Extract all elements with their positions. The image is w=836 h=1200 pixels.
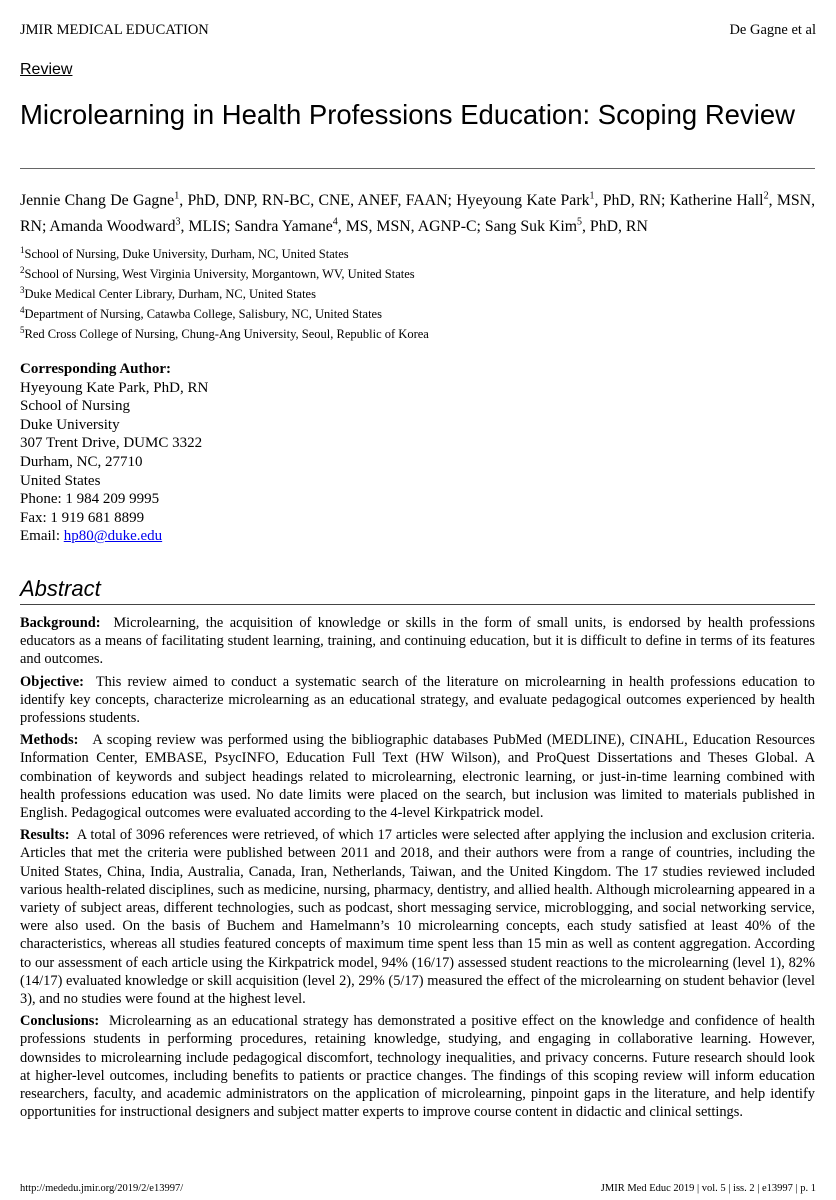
author-name: Sang Suk Kim — [484, 218, 578, 235]
article-type: Review — [20, 61, 73, 78]
affiliation-number: 3 — [20, 284, 25, 295]
affiliation — [20, 264, 429, 284]
article-url: http://mededu.jmir.org/2019/2/e13997/ — [20, 1183, 184, 1194]
section-label: Background: — [20, 615, 101, 631]
author-list — [20, 188, 815, 240]
running-authors: De Gagne et al — [729, 22, 816, 38]
page-title: Microlearning in Health Professions Education: Scoping Review — [20, 99, 795, 130]
abstract-objective — [20, 673, 815, 728]
section-text: Microlearning, the acquisition of knowledge or skills in the form of small units, is endorsed by health professions educators as a means of facilitating student learning, training, and continuing education, but it is difficult to define in terms of its features and outcomes. — [20, 615, 815, 668]
affiliation-number: 2 — [20, 264, 25, 275]
author-credentials: , MSN, RN; — [20, 192, 816, 235]
affiliation-text: Duke Medical Center Library, Durham, NC, United States — [24, 287, 316, 301]
section-text: Microlearning as an educational strategy has demonstrated a positive effect on the knowledge and confidence of health professions students in performing procedures, retaining knowledge, studying, and engaging in collaborative learning. However, downsides to microlearning include pedagogical discomfort, technology inequalities, and privacy concerns. Future research should look at higher-level outcomes, including benefits to patients or practice changes. The findings of this scoping review will inform education researchers, faculty, and academic administrators on the application of microlearning, pinpoint gaps in the literature, and help identify opportunities for instructional designers and subject matter experts to improve course content in didactic and clinical settings. — [20, 1013, 816, 1121]
author-affiliation-number: 2 — [763, 190, 769, 202]
phone-line: Phone: 1 984 209 9995 — [20, 491, 160, 508]
author-name: Amanda Woodward — [49, 218, 176, 235]
section-label: Results: — [20, 827, 70, 844]
address-line: School of Nursing — [20, 398, 130, 415]
affiliation — [20, 244, 429, 264]
author-affiliation-number: 1 — [174, 190, 180, 202]
email-label: Email: — [20, 528, 64, 545]
author-affiliation-number: 1 — [589, 190, 595, 202]
author-name: Jennie Chang De Gagne — [20, 192, 175, 209]
section-label: Objective: — [20, 673, 84, 690]
author-credentials: , PhD, DNP, RN-BC, CNE, ANEF, FAAN; — [179, 192, 457, 209]
email-line — [20, 527, 208, 546]
abstract-heading: Abstract — [20, 576, 101, 601]
affiliation-list — [20, 244, 429, 344]
address-line: United States — [20, 472, 101, 489]
author-affiliation-number: 5 — [577, 216, 583, 228]
author-credentials: , MLIS; — [180, 218, 235, 235]
section-text: A total of 3096 references were retrieved, of which 17 articles were selected after applying the inclusion and exclusion criteria. Articles that met the criteria were published between 2011 and 2018, and their authors were from a range of countries, including the United States, China, India, Australia, Canada, Iran, Netherlands, Taiwan, and the United Kingdom. The 17 studies reviewed included various health-related disciplines, such as medicine, nursing, pharmacy, dentistry, and allied health. Although microlearning appeared in a variety of subject areas, different technologies, such as podcast, short messaging service, microblogging, and social networking service, were also used. On the basis of Buchem and Hamelmann’s 10 microlearning concepts, each study satisfied at least 40% of the characteristics, whereas all studies featured concepts of maximum time spent less than 15 min as well as content aggregation. According to our assessment of each article using the Kirkpatrick model, 94% (16/17) assessed student reactions to the microlearning (level 1), 82% (14/17) evaluated knowledge or skill acquisition (level 2), 29% (5/17) measured the effect of the microlearning on student behavior (level 3), and no studies were found at the highest level. — [20, 827, 815, 1008]
affiliation — [20, 304, 429, 324]
affiliation-text: School of Nursing, Duke University, Durham, NC, United States — [24, 247, 349, 261]
author-name: Hyeyoung Kate Park — [456, 192, 590, 209]
author-credentials: , PhD, RN; — [594, 192, 670, 209]
section-label: Methods: — [20, 732, 79, 749]
citation: JMIR Med Educ 2019 | vol. 5 | iss. 2 | e13997 | p. 1 — [600, 1183, 816, 1194]
affiliation-text: Department of Nursing, Catawba College, Salisbury, NC, United States — [24, 307, 382, 321]
corresponding-author-heading: Corresponding Author: — [20, 361, 171, 377]
address-line: Duke University — [20, 416, 120, 433]
corresponding-author-block — [20, 360, 208, 546]
abstract-conclusions — [20, 1012, 815, 1121]
section-text: A scoping review was performed using the bibliographic databases PubMed (MEDLINE), CINAHL, Education Resources Information Center, EMBASE, PsycINFO, Education Full Text (HW Wilson), and ProQuest Dissertations and Theses Global. A combination of keywords and subject headings related to microlearning, electronic learning, or just-in-time learning combined with health professions education was used. No date limits were placed on the search, but inclusion was limited to materials published in English. Pedagogical outcomes were evaluated according to the 4-level Kirkpatrick model. — [20, 732, 816, 822]
affiliation-number: 5 — [20, 324, 25, 335]
affiliation — [20, 284, 429, 304]
affiliation-text: Red Cross College of Nursing, Chung-Ang University, Seoul, Republic of Korea — [24, 327, 429, 341]
author-credentials: , PhD, RN — [582, 218, 648, 235]
author-credentials: , MS, MSN, AGNP-C; — [337, 218, 485, 235]
section-label: Conclusions: — [20, 1013, 100, 1030]
abstract-body — [20, 614, 815, 1125]
address-line: Durham, NC, 27710 — [20, 453, 143, 470]
affiliation-text: School of Nursing, West Virginia University, Morgantown, WV, United States — [24, 267, 415, 281]
author-name: Katherine Hall — [669, 192, 764, 209]
affiliation-number: 4 — [20, 304, 25, 315]
journal-name: JMIR MEDICAL EDUCATION — [20, 22, 209, 38]
abstract-background — [20, 614, 815, 669]
author-affiliation-number: 4 — [332, 216, 338, 228]
abstract-methods — [20, 731, 815, 822]
section-text: This review aimed to conduct a systematic search of the literature on microlearning in health professions education to identify key concepts, characterize microlearning as an educational strategy, and evaluate pedagogical outcomes experienced by health professions students. — [20, 673, 816, 727]
email-link[interactable]: hp80@duke.edu — [63, 528, 163, 545]
fax-line: Fax: 1 919 681 8899 — [20, 509, 145, 526]
abstract-results — [20, 826, 815, 1008]
author-name: Sandra Yamane — [234, 218, 333, 235]
address-line: 307 Trent Drive, DUMC 3322 — [20, 435, 203, 452]
abstract-divider — [20, 604, 815, 605]
affiliation-number: 1 — [20, 244, 25, 255]
affiliation — [20, 324, 429, 344]
address-line: Hyeyoung Kate Park, PhD, RN — [20, 379, 209, 396]
title-divider — [20, 168, 815, 169]
author-affiliation-number: 3 — [175, 216, 181, 228]
